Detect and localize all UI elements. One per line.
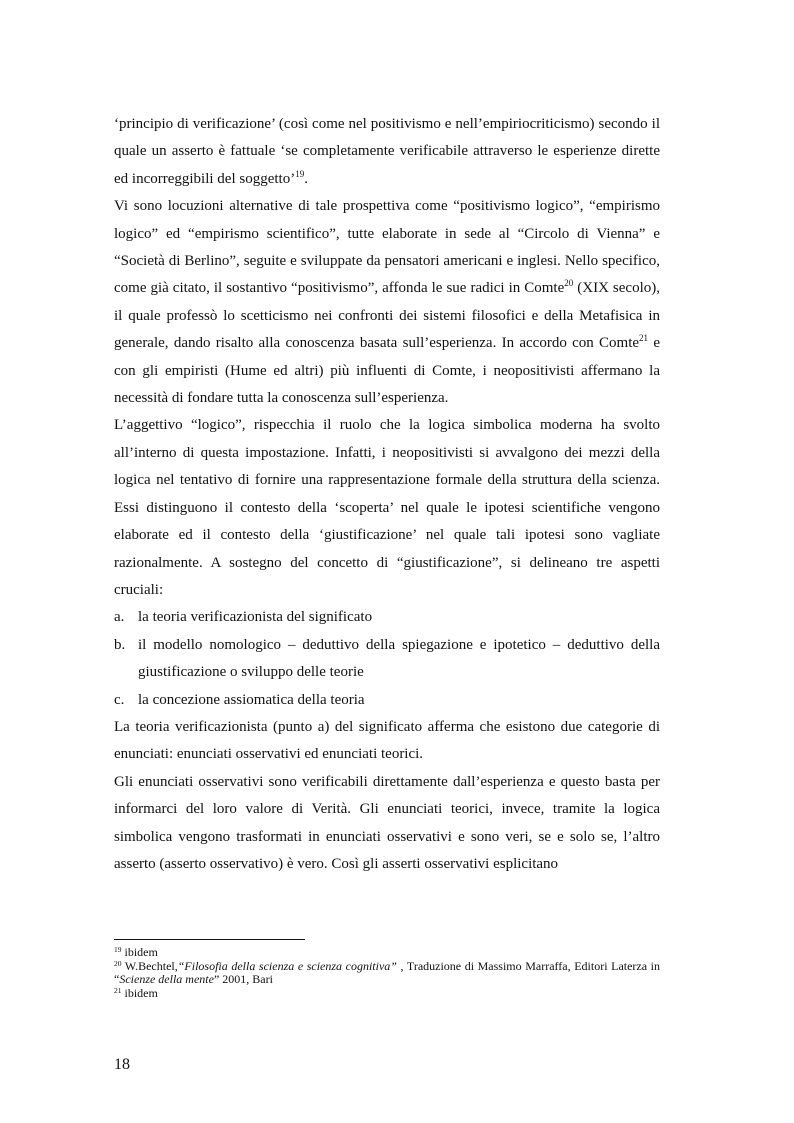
list-item-text: il modello nomologico – deduttivo della spiegazione e ipotetico – deduttivo della giustificazione o sviluppo delle teorie (138, 636, 660, 681)
list-marker: a. (114, 609, 125, 626)
footnote-separator (114, 939, 305, 940)
body-text (114, 111, 660, 878)
paragraph-1: ‘principio di verificazione’ (così come nel positivismo e nell’empiriocriticismo) secondo il quale un asserto è fattuale ‘se completamente verificabile attraverso le esperienze dirette ed incorreggibili del soggetto’$^{19}$. (114, 116, 660, 187)
footnote-19: $^{19}$ ibidem (114, 945, 158, 959)
paragraph-3: L’aggettivo “logico”, rispecchia il ruolo che la logica simbolica moderna ha svolto all’interno di questa impostazione. Infatti, i neopositivisti si avvalgono dei mezzi della logica nel tentativo di fornire una rappresentazione formale della struttura della scienza. Essi distinguono il contesto della ‘scoperta’ nel quale le ipotesi scientifiche vengono elaborate ed il contesto della ‘giustificazione’ nel quale tali ipotesi sono vagliate razionalmente. A sostegno del concetto di “giustificazione”, si delineano tre aspetti cruciali: (114, 417, 660, 598)
list-marker: b. (114, 636, 126, 653)
footnote-21: $^{21}$ ibidem (114, 985, 158, 1000)
page-number: 18 (114, 1056, 130, 1073)
footnotes (114, 946, 660, 1000)
list-item (114, 687, 660, 714)
list-item (114, 604, 660, 631)
list-marker: c. (114, 691, 125, 708)
footnote-20: $^{20}$ W.Bechtel,“Filosofia della scienza e scienza cognitiva” , Traduzione di Massimo Marraffa, Editori Laterza in “Scienze della mente” 2001, Bari (114, 958, 660, 987)
footnote-book-title: “Filosofia della scienza e scienza cognitiva” (177, 958, 397, 973)
paragraph-5: Gli enunciati osservativi sono verificabili direttamente dall’esperienza e questo basta per informarci del loro valore di Verità. Gli enunciati teorici, invece, tramite la logica simbolica vengono trasformati in enunciati osservativi e sono veri, se e solo se, l’altro asserto (asserto osservativo) è vero. Così gli asserti osservativi esplicitano (114, 773, 660, 872)
paragraph-4: La teoria verificazionista (punto a) del significato afferma che esistono due categorie di enunciati: enunciati osservativi ed enunciati teorici. (114, 718, 660, 763)
list-item-text: la teoria verificazionista del significato (138, 609, 373, 626)
footnote-ref-19: 19 (295, 168, 305, 179)
footnote-series-title: Scienze della mente (119, 972, 214, 987)
paragraph-2: Vi sono locuzioni alternative di tale prospettiva come “positivismo logico”, “empirismo logico” ed “empirismo scientifico”, tutte elaborate in sede al “Circolo di Vienna” e “Società di Berlino”, seguite e sviluppate da pensatori americani e inglesi. Nello specifico, come già citato, il sostantivo “positivismo”, affonda le sue radici in Comte$^{20}$ (XIX secolo), il quale professò lo scetticismo nei confronti dei sistemi filosofici e della Metafisica in generale, dando risalto alla conoscenza basata sull’esperienza. In accordo con Comte$^{21}$ e con gli empiristi (Hume ed altri) più influenti di Comte, i neopositivisti affermano la necessità di fondare tutta la conoscenza sull’esperienza. (114, 198, 660, 407)
footnote-ref-21: 21 (639, 333, 649, 344)
list-item (114, 632, 660, 687)
footnote-ref-20: 20 (564, 278, 574, 289)
list-item-text: la concezione assiomatica della teoria (138, 691, 365, 708)
